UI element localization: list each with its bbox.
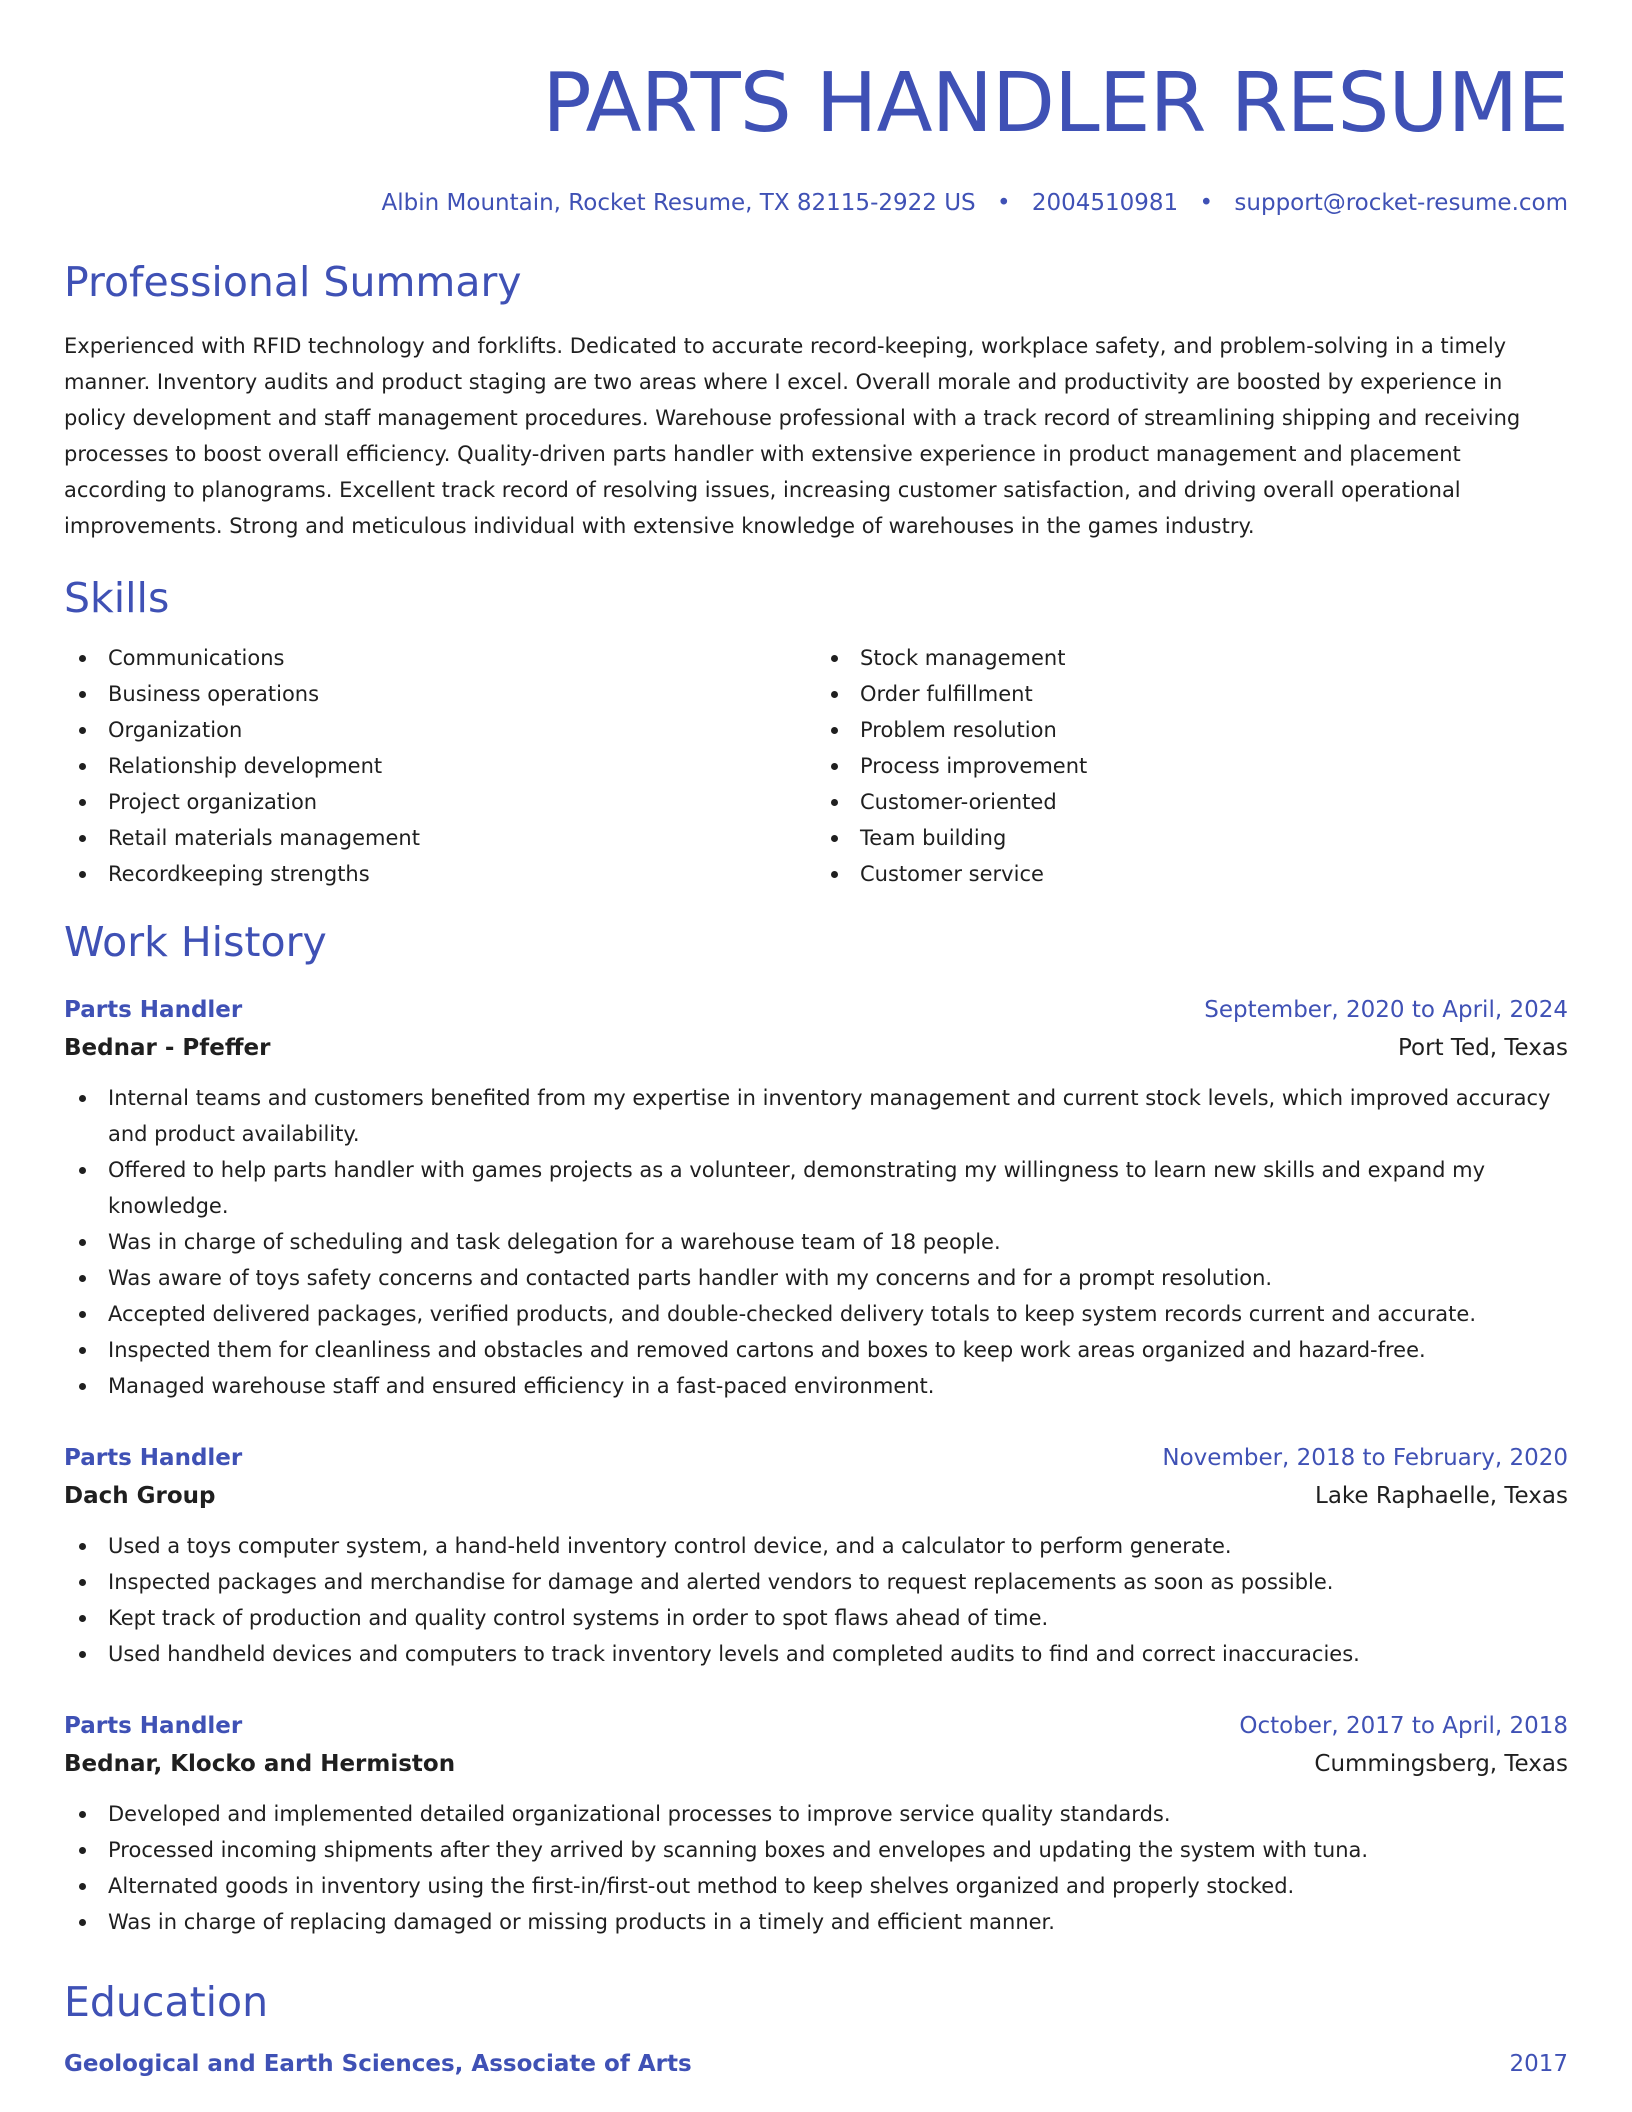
skills-heading: Skills [64, 574, 170, 622]
skill-item: Team building [816, 820, 1568, 856]
skill-item: Stock management [816, 640, 1568, 676]
education-heading: Education [64, 1978, 269, 2026]
summary-heading: Professional Summary [64, 258, 522, 306]
resume-header [64, 0, 1568, 218]
contact-address: Albin Mountain, Rocket Resume, TX 82115-2922 US [381, 190, 976, 216]
skill-item: Communications [64, 640, 816, 676]
work-history-heading: Work History [64, 918, 327, 966]
skill-item: Relationship development [64, 748, 816, 784]
skills-left-column [64, 640, 816, 892]
skill-item: Order fulfillment [816, 676, 1568, 712]
resume-title: PARTS HANDLER RESUME [542, 56, 1568, 151]
education-year: 2017 [1509, 2051, 1568, 2077]
job-bullet: Processed incoming shipments after they arrived by scanning boxes and envelopes and updating the system with tuna. [64, 1832, 1568, 1868]
job-dates: November, 2018 to February, 2020 [1162, 1445, 1568, 1471]
job-entry [64, 1708, 1568, 1940]
job-title: Parts Handler [64, 1713, 243, 1739]
job-title: Parts Handler [64, 1445, 243, 1471]
job-company-row [64, 1476, 1568, 1516]
summary-section [64, 256, 1568, 544]
contact-separator-2: • [1199, 190, 1214, 216]
job-bullet: Was in charge of scheduling and task delegation for a warehouse team of 18 people. [64, 1224, 1568, 1260]
job-location: Port Ted, Texas [1398, 1035, 1568, 1061]
skill-item: Customer service [816, 856, 1568, 892]
job-company: Bednar, Klocko and Hermiston [64, 1751, 456, 1777]
contact-email[interactable]: support@rocket-resume.com [1234, 190, 1568, 216]
job-header-row [64, 992, 1568, 1028]
education-degree: Geological and Earth Sciences, Associate of Arts [64, 2051, 692, 2077]
job-bullet: Inspected them for cleanliness and obstacles and removed cartons and boxes to keep work areas organized and hazard-free. [64, 1332, 1568, 1368]
skill-item: Problem resolution [816, 712, 1568, 748]
skills-right-column [816, 640, 1568, 892]
job-entry [64, 1440, 1568, 1672]
skills-columns [64, 640, 1568, 892]
education-section [64, 1976, 1568, 2082]
job-company-row [64, 1028, 1568, 1068]
job-bullet: Was in charge of replacing damaged or missing products in a timely and efficient manner. [64, 1904, 1568, 1940]
work-history-section [64, 916, 1568, 1940]
contact-separator-1: • [996, 190, 1011, 216]
skill-item: Recordkeeping strengths [64, 856, 816, 892]
education-entry [64, 2046, 1568, 2082]
job-bullet: Used handheld devices and computers to track inventory levels and completed audits to find and correct inaccuracies. [64, 1636, 1568, 1672]
job-company-row [64, 1744, 1568, 1784]
job-bullet: Kept track of production and quality control systems in order to spot flaws ahead of time. [64, 1600, 1568, 1636]
skills-section [64, 572, 1568, 892]
skill-item: Customer-oriented [816, 784, 1568, 820]
job-company: Bednar - Pfeffer [64, 1035, 271, 1061]
job-bullet: Alternated goods in inventory using the first-in/first-out method to keep shelves organized and properly stocked. [64, 1868, 1568, 1904]
skill-item: Process improvement [816, 748, 1568, 784]
job-bullet: Developed and implemented detailed organizational processes to improve service quality standards. [64, 1796, 1568, 1832]
job-bullet: Managed warehouse staff and ensured efficiency in a fast-paced environment. [64, 1368, 1568, 1404]
job-header-row [64, 1440, 1568, 1476]
job-bullets [64, 1080, 1568, 1404]
job-location: Lake Raphaelle, Texas [1315, 1483, 1568, 1509]
skill-item: Project organization [64, 784, 816, 820]
job-dates: September, 2020 to April, 2024 [1204, 997, 1568, 1023]
job-bullet: Was aware of toys safety concerns and contacted parts handler with my concerns and for a prompt resolution. [64, 1260, 1568, 1296]
job-bullets [64, 1796, 1568, 1940]
job-title: Parts Handler [64, 997, 243, 1023]
skill-item: Organization [64, 712, 816, 748]
contact-line [64, 188, 1568, 218]
skill-item: Retail materials management [64, 820, 816, 856]
job-bullet: Inspected packages and merchandise for damage and alerted vendors to request replacements as soon as possible. [64, 1564, 1568, 1600]
job-bullet: Accepted delivered packages, verified products, and double-checked delivery totals to keep system records current and accurate. [64, 1296, 1568, 1332]
job-header-row [64, 1708, 1568, 1744]
contact-phone: 2004510981 [1031, 190, 1179, 216]
job-bullets [64, 1528, 1568, 1672]
job-bullet: Offered to help parts handler with games projects as a volunteer, demonstrating my willingness to learn new skills and expand my knowledge. [64, 1152, 1568, 1224]
summary-text: Experienced with RFID technology and forklifts. Dedicated to accurate record-keeping, workplace safety, and problem-solving in a timely manner. Inventory audits and product staging are two areas where I excel. Overall morale and productivity are boosted by experience in policy development and staff management procedures. Warehouse professional with a track record of streamlining shipping and receiving processes to boost overall efficiency. Quality-driven parts handler with extensive experience in product management and placement according to planograms. Excellent track record of resolving issues, increasing customer satisfaction, and driving overall operational improvements. Strong and meticulous individual with extensive knowledge of warehouses in the games industry. [64, 334, 1521, 538]
job-dates: October, 2017 to April, 2018 [1239, 1713, 1568, 1739]
job-bullet: Internal teams and customers benefited from my expertise in inventory management and current stock levels, which improved accuracy and product availability. [64, 1080, 1568, 1152]
job-company: Dach Group [64, 1483, 216, 1509]
job-location: Cummingsberg, Texas [1314, 1751, 1568, 1777]
skill-item: Business operations [64, 676, 816, 712]
job-bullet: Used a toys computer system, a hand-held inventory control device, and a calculator to perform generate. [64, 1528, 1568, 1564]
job-entry [64, 992, 1568, 1404]
